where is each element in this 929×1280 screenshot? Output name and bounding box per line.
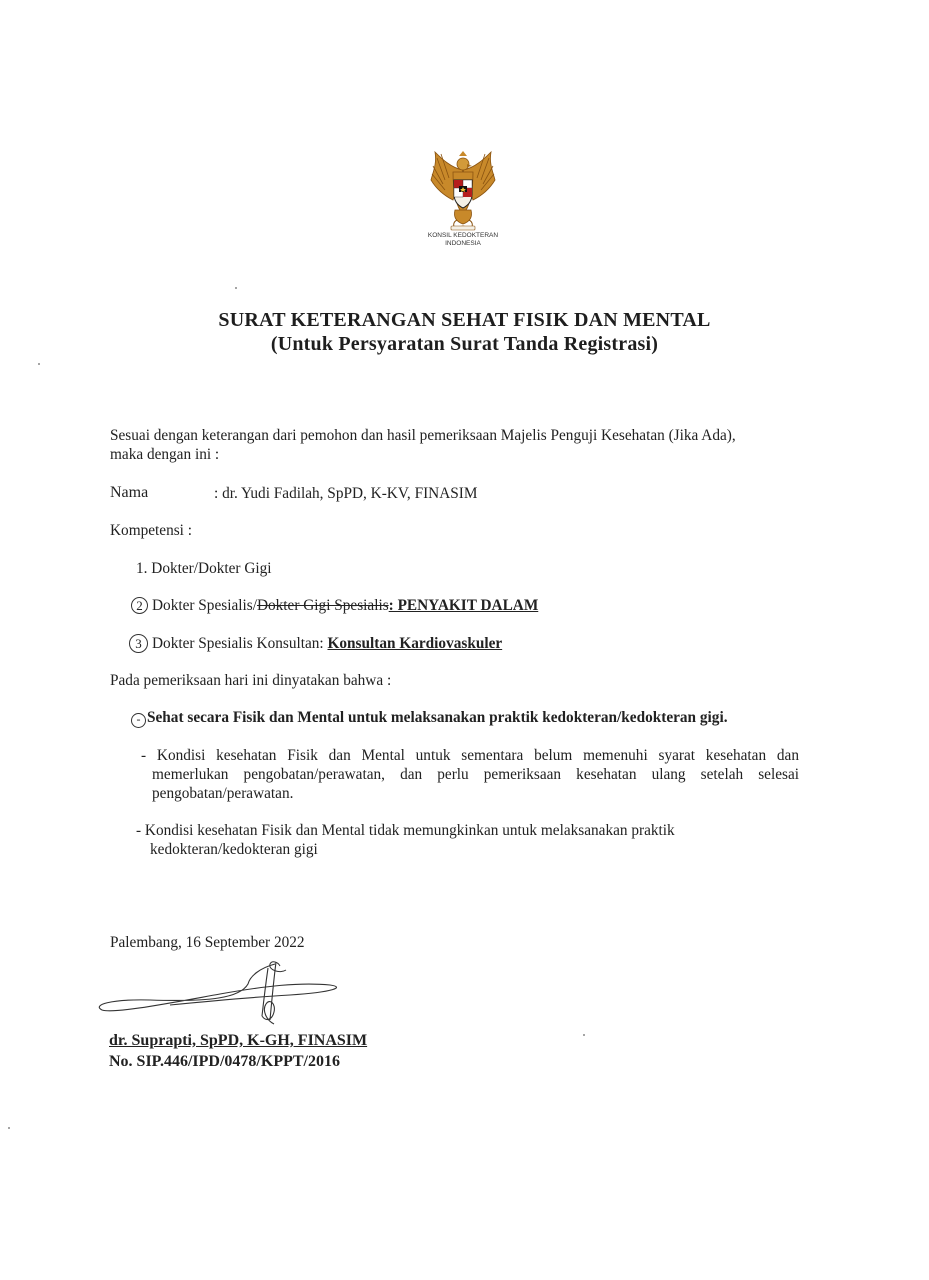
scan-speck [583,1034,585,1036]
logo-caption-line1: KONSIL KEDOKTERAN [427,232,499,239]
intro-line2: maka dengan ini : [110,446,220,463]
kompetensi-item-2 [131,596,538,615]
intro-paragraph [110,426,810,464]
kondisi-1-line2: memerlukan pengobatan/perawatan, dan perlu pemeriksaan kesehatan ulang setelah selesai [152,766,799,783]
intro-line1: Sesuai dengan keterangan dari pemohon dan hasil pemeriksaan Majelis Penguji Kesehatan (Jika Ada), [110,427,736,444]
kompetensi-label: Kompetensi : [110,522,192,539]
document-subtitle: (Untuk Persyaratan Surat Tanda Registrasi) [270,333,659,355]
scan-speck [38,363,40,365]
doctor-name: dr. Suprapti, SpPD, K-GH, FINASIM [109,1032,368,1049]
handwritten-signature [90,958,350,1028]
scan-speck [235,287,237,289]
item3-prefix: Dokter Spesialis Konsultan: [152,635,328,652]
kondisi-2-line2: kedokteran/kedokteran gigi [150,841,318,858]
sehat-statement [131,708,728,728]
item2-struck-text: Dokter Gigi Spesialis [256,597,389,614]
item3-value: Konsultan Kardiovaskuler [327,635,503,652]
signature-icon [90,958,350,1028]
item2-prefix: Dokter Spesialis/ [152,597,257,614]
scan-speck [8,1127,10,1129]
kompetensi-item-1: 1. Dokter/Dokter Gigi [136,560,272,577]
garuda-icon [423,150,503,232]
sehat-text: Sehat secara Fisik dan Mental untuk melaksanakan praktik kedokteran/kedokteran gigi. [147,709,728,726]
circled-number-3: 3 [129,634,148,653]
logo-caption-line2: INDONESIA [445,240,481,247]
kondisi-1-line3: pengobatan/perawatan. [152,785,294,802]
kondisi-2-paragraph [136,821,756,859]
place-date: Palembang, 16 September 2022 [110,934,305,951]
garuda-emblem-logo [408,150,518,258]
nama-label: Nama [110,484,149,501]
circled-dash-mark: - [131,713,146,728]
kondisi-1-paragraph [141,746,799,803]
circled-number-2: 2 [131,597,148,614]
nama-value: : dr. Yudi Fadilah, SpPD, K-KV, FINASIM [214,485,478,502]
kompetensi-item-3 [129,634,502,653]
sip-number: No. SIP.446/IPD/0478/KPPT/2016 [109,1053,340,1070]
kondisi-1-line1: - Kondisi kesehatan Fisik dan Mental untuk sementara belum memenuhi syarat kesehatan dan [141,747,799,764]
document-title: SURAT KETERANGAN SEHAT FISIK DAN MENTAL [218,309,711,331]
pemeriksaan-label: Pada pemeriksaan hari ini dinyatakan bahwa : [110,672,392,689]
kondisi-2-line1: - Kondisi kesehatan Fisik dan Mental tidak memungkinkan untuk melaksanakan praktik [136,822,675,839]
item2-value: : PENYAKIT DALAM [388,597,539,614]
